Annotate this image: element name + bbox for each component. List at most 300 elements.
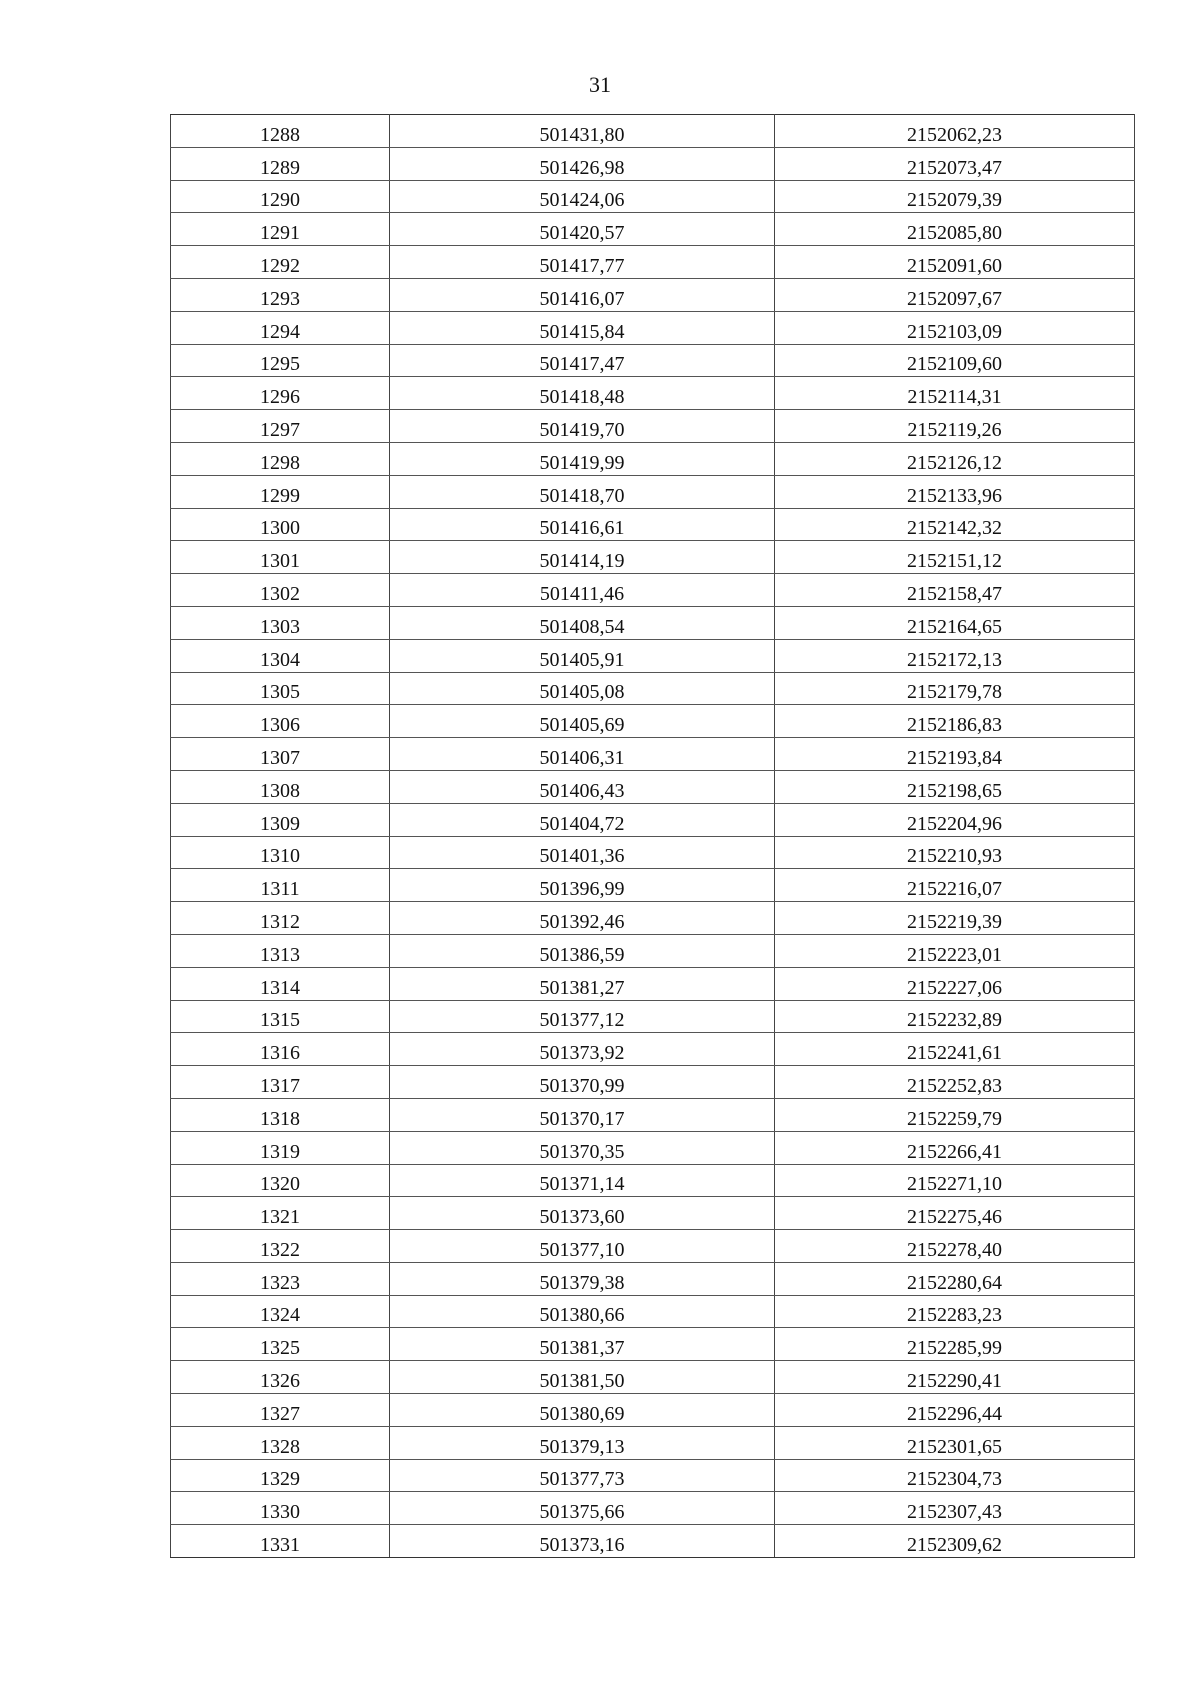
y-coordinate-cell: [775, 1525, 1135, 1558]
point-number-cell: [171, 1197, 390, 1230]
cell-text: 501418,70: [539, 484, 625, 507]
cell-text: 501392,46: [539, 910, 625, 933]
cell-text: 501370,35: [539, 1140, 625, 1163]
cell-text: 2152296,44: [907, 1402, 1002, 1425]
cell-text: 1306: [260, 714, 300, 737]
cell-text: 501405,91: [539, 648, 625, 671]
y-coordinate-cell: [775, 770, 1135, 803]
cell-text: 501377,12: [539, 1009, 625, 1032]
cell-text: 2152142,32: [907, 517, 1002, 540]
y-coordinate-cell: [775, 1328, 1135, 1361]
cell-text: 1319: [260, 1140, 300, 1163]
cell-text: 1294: [260, 320, 300, 343]
y-coordinate-cell: [775, 1361, 1135, 1394]
y-coordinate-cell: [775, 1262, 1135, 1295]
table-row: [171, 934, 1135, 967]
cell-text: 501375,66: [539, 1501, 625, 1524]
y-coordinate-cell: [775, 377, 1135, 410]
y-coordinate-cell: [775, 1230, 1135, 1263]
x-coordinate-cell: [390, 147, 775, 180]
table-row: [171, 344, 1135, 377]
cell-text: 2152285,99: [907, 1337, 1002, 1360]
cell-text: 1318: [260, 1107, 300, 1130]
cell-text: 2152151,12: [907, 550, 1002, 573]
point-number-cell: [171, 147, 390, 180]
point-number-cell: [171, 278, 390, 311]
point-number-cell: [171, 803, 390, 836]
y-coordinate-cell: [775, 115, 1135, 148]
cell-text: 501417,77: [539, 254, 625, 277]
y-coordinate-cell: [775, 1131, 1135, 1164]
table-row: [171, 213, 1135, 246]
x-coordinate-cell: [390, 1328, 775, 1361]
table-row: [171, 246, 1135, 279]
cell-text: 501380,66: [539, 1304, 625, 1327]
point-number-cell: [171, 1262, 390, 1295]
cell-text: 1307: [260, 746, 300, 769]
y-coordinate-cell: [775, 934, 1135, 967]
point-number-cell: [171, 410, 390, 443]
x-coordinate-cell: [390, 344, 775, 377]
cell-text: 1309: [260, 812, 300, 835]
cell-text: 501401,36: [539, 845, 625, 868]
x-coordinate-cell: [390, 967, 775, 1000]
point-number-cell: [171, 705, 390, 738]
cell-text: 1313: [260, 943, 300, 966]
y-coordinate-cell: [775, 1459, 1135, 1492]
cell-text: 501373,60: [539, 1206, 625, 1229]
cell-text: 2152309,62: [907, 1534, 1002, 1557]
point-number-cell: [171, 246, 390, 279]
y-coordinate-cell: [775, 1426, 1135, 1459]
point-number-cell: [171, 1066, 390, 1099]
cell-text: 1329: [260, 1468, 300, 1491]
table-row: [171, 1230, 1135, 1263]
x-coordinate-cell: [390, 475, 775, 508]
point-number-cell: [171, 738, 390, 771]
cell-text: 501416,07: [539, 287, 625, 310]
table-row: [171, 311, 1135, 344]
table-row: [171, 508, 1135, 541]
y-coordinate-cell: [775, 1000, 1135, 1033]
cell-text: 1323: [260, 1271, 300, 1294]
cell-text: 1324: [260, 1304, 300, 1327]
cell-text: 501386,59: [539, 943, 625, 966]
point-number-cell: [171, 311, 390, 344]
table-row: [171, 1361, 1135, 1394]
cell-text: 501417,47: [539, 353, 625, 376]
point-number-cell: [171, 967, 390, 1000]
cell-text: 1317: [260, 1074, 300, 1097]
table-row: [171, 1426, 1135, 1459]
point-number-cell: [171, 1525, 390, 1558]
point-number-cell: [171, 377, 390, 410]
table-row: [171, 1164, 1135, 1197]
table-row: [171, 1066, 1135, 1099]
y-coordinate-cell: [775, 902, 1135, 935]
x-coordinate-cell: [390, 1230, 775, 1263]
cell-text: 2152219,39: [907, 910, 1002, 933]
cell-text: 501420,57: [539, 222, 625, 245]
x-coordinate-cell: [390, 705, 775, 738]
cell-text: 501381,50: [539, 1370, 625, 1393]
table-row: [171, 1459, 1135, 1492]
x-coordinate-cell: [390, 541, 775, 574]
cell-text: 2152198,65: [907, 779, 1002, 802]
x-coordinate-cell: [390, 1066, 775, 1099]
cell-text: 501408,54: [539, 615, 625, 638]
cell-text: 2152227,06: [907, 976, 1002, 999]
table-row: [171, 115, 1135, 148]
cell-text: 1298: [260, 451, 300, 474]
point-number-cell: [171, 574, 390, 607]
cell-text: 1301: [260, 550, 300, 573]
cell-text: 1292: [260, 254, 300, 277]
cell-text: 1304: [260, 648, 300, 671]
cell-text: 501405,69: [539, 714, 625, 737]
cell-text: 501415,84: [539, 320, 625, 343]
cell-text: 501411,46: [539, 582, 625, 605]
cell-text: 501426,98: [539, 156, 625, 179]
cell-text: 1297: [260, 418, 300, 441]
y-coordinate-cell: [775, 639, 1135, 672]
table-row: [171, 442, 1135, 475]
table-row: [171, 1262, 1135, 1295]
cell-text: 1295: [260, 353, 300, 376]
cell-text: 1328: [260, 1435, 300, 1458]
y-coordinate-cell: [775, 672, 1135, 705]
x-coordinate-cell: [390, 508, 775, 541]
x-coordinate-cell: [390, 1262, 775, 1295]
table-row: [171, 1492, 1135, 1525]
cell-text: 2152204,96: [907, 812, 1002, 835]
table-row: [171, 147, 1135, 180]
y-coordinate-cell: [775, 1164, 1135, 1197]
cell-text: 501406,31: [539, 746, 625, 769]
table-row: [171, 902, 1135, 935]
point-number-cell: [171, 213, 390, 246]
cell-text: 1288: [260, 123, 300, 146]
table-row: [171, 1328, 1135, 1361]
point-number-cell: [171, 1459, 390, 1492]
x-coordinate-cell: [390, 311, 775, 344]
y-coordinate-cell: [775, 541, 1135, 574]
x-coordinate-cell: [390, 606, 775, 639]
point-number-cell: [171, 869, 390, 902]
point-number-cell: [171, 606, 390, 639]
table-row: [171, 803, 1135, 836]
cell-text: 2152280,64: [907, 1271, 1002, 1294]
cell-text: 2152232,89: [907, 1009, 1002, 1032]
y-coordinate-cell: [775, 410, 1135, 443]
cell-text: 1310: [260, 845, 300, 868]
cell-text: 501370,99: [539, 1074, 625, 1097]
cell-text: 1322: [260, 1238, 300, 1261]
point-number-cell: [171, 902, 390, 935]
cell-text: 1300: [260, 517, 300, 540]
table-row: [171, 1131, 1135, 1164]
cell-text: 2152283,23: [907, 1304, 1002, 1327]
x-coordinate-cell: [390, 1525, 775, 1558]
cell-text: 501381,27: [539, 976, 625, 999]
cell-text: 501406,43: [539, 779, 625, 802]
table-row: [171, 738, 1135, 771]
table-row: [171, 869, 1135, 902]
cell-text: 1320: [260, 1173, 300, 1196]
point-number-cell: [171, 344, 390, 377]
cell-text: 2152179,78: [907, 681, 1002, 704]
y-coordinate-cell: [775, 344, 1135, 377]
table-row: [171, 967, 1135, 1000]
point-number-cell: [171, 541, 390, 574]
table-row: [171, 574, 1135, 607]
cell-text: 2152241,61: [907, 1042, 1002, 1065]
table-row: [171, 410, 1135, 443]
y-coordinate-cell: [775, 1394, 1135, 1427]
cell-text: 2152223,01: [907, 943, 1002, 966]
cell-text: 2152073,47: [907, 156, 1002, 179]
cell-text: 501379,38: [539, 1271, 625, 1294]
cell-text: 2152304,73: [907, 1468, 1002, 1491]
coordinates-table-body: [171, 115, 1135, 1558]
cell-text: 1316: [260, 1042, 300, 1065]
x-coordinate-cell: [390, 1164, 775, 1197]
cell-text: 2152275,46: [907, 1206, 1002, 1229]
cell-text: 501424,06: [539, 189, 625, 212]
cell-text: 2152097,67: [907, 287, 1002, 310]
cell-text: 501419,99: [539, 451, 625, 474]
point-number-cell: [171, 1492, 390, 1525]
cell-text: 501416,61: [539, 517, 625, 540]
cell-text: 2152271,10: [907, 1173, 1002, 1196]
y-coordinate-cell: [775, 147, 1135, 180]
x-coordinate-cell: [390, 1492, 775, 1525]
table-row: [171, 541, 1135, 574]
cell-text: 1312: [260, 910, 300, 933]
cell-text: 2152266,41: [907, 1140, 1002, 1163]
cell-text: 1289: [260, 156, 300, 179]
point-number-cell: [171, 475, 390, 508]
cell-text: 501381,37: [539, 1337, 625, 1360]
cell-text: 501377,10: [539, 1238, 625, 1261]
x-coordinate-cell: [390, 836, 775, 869]
x-coordinate-cell: [390, 1098, 775, 1131]
y-coordinate-cell: [775, 869, 1135, 902]
y-coordinate-cell: [775, 442, 1135, 475]
x-coordinate-cell: [390, 574, 775, 607]
cell-text: 2152126,12: [907, 451, 1002, 474]
y-coordinate-cell: [775, 803, 1135, 836]
cell-text: 2152119,26: [907, 418, 1002, 441]
cell-text: 1314: [260, 976, 300, 999]
cell-text: 2152259,79: [907, 1107, 1002, 1130]
x-coordinate-cell: [390, 869, 775, 902]
cell-text: 2152216,07: [907, 878, 1002, 901]
x-coordinate-cell: [390, 410, 775, 443]
cell-text: 2152186,83: [907, 714, 1002, 737]
x-coordinate-cell: [390, 1033, 775, 1066]
cell-text: 2152210,93: [907, 845, 1002, 868]
cell-text: 2152114,31: [907, 386, 1002, 409]
y-coordinate-cell: [775, 606, 1135, 639]
cell-text: 2152252,83: [907, 1074, 1002, 1097]
cell-text: 1330: [260, 1501, 300, 1524]
x-coordinate-cell: [390, 770, 775, 803]
cell-text: 2152091,60: [907, 254, 1002, 277]
y-coordinate-cell: [775, 1197, 1135, 1230]
coordinates-table: [170, 114, 1135, 1558]
y-coordinate-cell: [775, 213, 1135, 246]
cell-text: 1296: [260, 386, 300, 409]
y-coordinate-cell: [775, 311, 1135, 344]
table-row: [171, 475, 1135, 508]
cell-text: 1325: [260, 1337, 300, 1360]
y-coordinate-cell: [775, 180, 1135, 213]
x-coordinate-cell: [390, 1131, 775, 1164]
point-number-cell: [171, 1164, 390, 1197]
cell-text: 1326: [260, 1370, 300, 1393]
x-coordinate-cell: [390, 672, 775, 705]
cell-text: 501404,72: [539, 812, 625, 835]
cell-text: 2152172,13: [907, 648, 1002, 671]
x-coordinate-cell: [390, 115, 775, 148]
cell-text: 2152278,40: [907, 1238, 1002, 1261]
cell-text: 1315: [260, 1009, 300, 1032]
y-coordinate-cell: [775, 738, 1135, 771]
point-number-cell: [171, 115, 390, 148]
cell-text: 2152079,39: [907, 189, 1002, 212]
y-coordinate-cell: [775, 705, 1135, 738]
cell-text: 2152301,65: [907, 1435, 1002, 1458]
cell-text: 501405,08: [539, 681, 625, 704]
y-coordinate-cell: [775, 1492, 1135, 1525]
point-number-cell: [171, 639, 390, 672]
table-row: [171, 672, 1135, 705]
cell-text: 501431,80: [539, 123, 625, 146]
point-number-cell: [171, 180, 390, 213]
x-coordinate-cell: [390, 639, 775, 672]
x-coordinate-cell: [390, 213, 775, 246]
x-coordinate-cell: [390, 738, 775, 771]
cell-text: 501396,99: [539, 878, 625, 901]
x-coordinate-cell: [390, 902, 775, 935]
table-row: [171, 770, 1135, 803]
x-coordinate-cell: [390, 377, 775, 410]
x-coordinate-cell: [390, 1295, 775, 1328]
y-coordinate-cell: [775, 1098, 1135, 1131]
cell-text: 501379,13: [539, 1435, 625, 1458]
y-coordinate-cell: [775, 1295, 1135, 1328]
cell-text: 1331: [260, 1534, 300, 1557]
cell-text: 1299: [260, 484, 300, 507]
x-coordinate-cell: [390, 442, 775, 475]
table-row: [171, 639, 1135, 672]
cell-text: 2152290,41: [907, 1370, 1002, 1393]
cell-text: 2152158,47: [907, 582, 1002, 605]
point-number-cell: [171, 1426, 390, 1459]
x-coordinate-cell: [390, 246, 775, 279]
table-row: [171, 705, 1135, 738]
point-number-cell: [171, 508, 390, 541]
y-coordinate-cell: [775, 1033, 1135, 1066]
y-coordinate-cell: [775, 278, 1135, 311]
point-number-cell: [171, 1295, 390, 1328]
cell-text: 501377,73: [539, 1468, 625, 1491]
cell-text: 501419,70: [539, 418, 625, 441]
cell-text: 2152164,65: [907, 615, 1002, 638]
point-number-cell: [171, 836, 390, 869]
point-number-cell: [171, 1000, 390, 1033]
y-coordinate-cell: [775, 967, 1135, 1000]
y-coordinate-cell: [775, 574, 1135, 607]
table-row: [171, 377, 1135, 410]
x-coordinate-cell: [390, 180, 775, 213]
x-coordinate-cell: [390, 1426, 775, 1459]
cell-text: 1290: [260, 189, 300, 212]
y-coordinate-cell: [775, 475, 1135, 508]
cell-text: 501414,19: [539, 550, 625, 573]
table-row: [171, 606, 1135, 639]
y-coordinate-cell: [775, 508, 1135, 541]
cell-text: 2152109,60: [907, 353, 1002, 376]
x-coordinate-cell: [390, 1197, 775, 1230]
cell-text: 501373,92: [539, 1042, 625, 1065]
table-row: [171, 1033, 1135, 1066]
cell-text: 1293: [260, 287, 300, 310]
point-number-cell: [171, 1098, 390, 1131]
point-number-cell: [171, 934, 390, 967]
point-number-cell: [171, 1230, 390, 1263]
table-row: [171, 1394, 1135, 1427]
table-row: [171, 1295, 1135, 1328]
table-row: [171, 180, 1135, 213]
x-coordinate-cell: [390, 1394, 775, 1427]
point-number-cell: [171, 1033, 390, 1066]
cell-text: 2152103,09: [907, 320, 1002, 343]
cell-text: 1302: [260, 582, 300, 605]
x-coordinate-cell: [390, 278, 775, 311]
cell-text: 501373,16: [539, 1534, 625, 1557]
table-row: [171, 278, 1135, 311]
cell-text: 1305: [260, 681, 300, 704]
cell-text: 1291: [260, 222, 300, 245]
point-number-cell: [171, 1131, 390, 1164]
cell-text: 1321: [260, 1206, 300, 1229]
cell-text: 2152193,84: [907, 746, 1002, 769]
x-coordinate-cell: [390, 1361, 775, 1394]
cell-text: 501370,17: [539, 1107, 625, 1130]
point-number-cell: [171, 1328, 390, 1361]
cell-text: 501371,14: [539, 1173, 625, 1196]
x-coordinate-cell: [390, 1459, 775, 1492]
x-coordinate-cell: [390, 934, 775, 967]
cell-text: 2152307,43: [907, 1501, 1002, 1524]
x-coordinate-cell: [390, 803, 775, 836]
page-number: 31: [589, 72, 611, 97]
point-number-cell: [171, 672, 390, 705]
cell-text: 2152133,96: [907, 484, 1002, 507]
table-row: [171, 1197, 1135, 1230]
y-coordinate-cell: [775, 836, 1135, 869]
cell-text: 1311: [260, 878, 300, 901]
y-coordinate-cell: [775, 1066, 1135, 1099]
table-row: [171, 836, 1135, 869]
cell-text: 501418,48: [539, 386, 625, 409]
point-number-cell: [171, 770, 390, 803]
table-row: [171, 1525, 1135, 1558]
cell-text: 1303: [260, 615, 300, 638]
y-coordinate-cell: [775, 246, 1135, 279]
